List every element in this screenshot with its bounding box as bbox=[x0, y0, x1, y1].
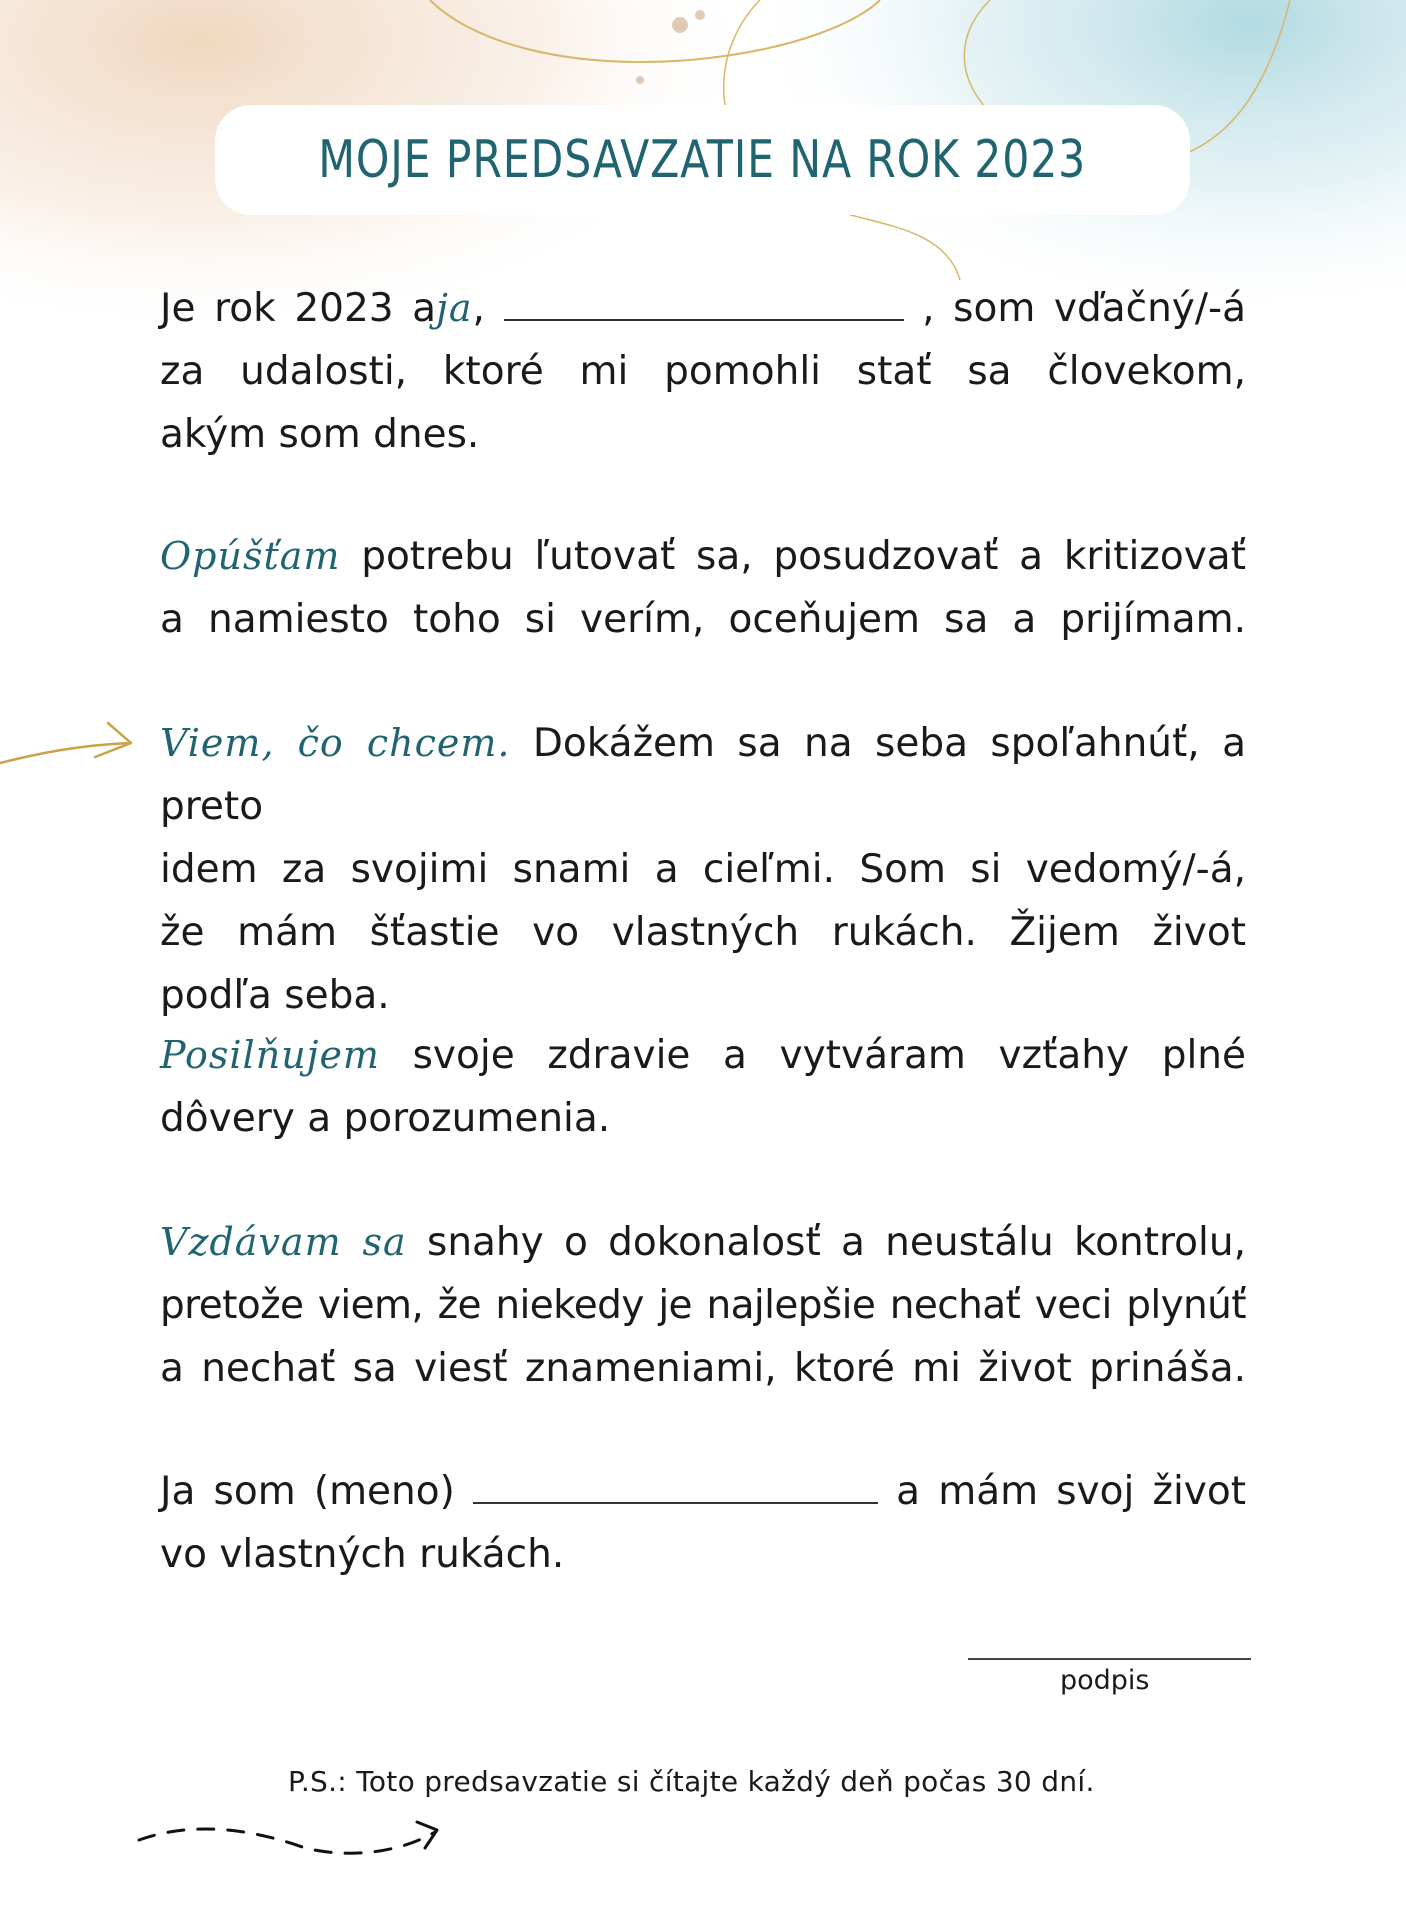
letting-go-line-1: potrebu ľutovať sa, posudzovať a kritizovať bbox=[361, 534, 1246, 579]
know-line-2: idem za svojimi snami a cieľmi. Som si vedomý/-á, bbox=[160, 847, 1246, 892]
signature-label: podpis bbox=[1060, 1665, 1150, 1696]
intro-line-2: za udalosti, ktoré mi pomohli stať sa človekom, bbox=[160, 349, 1246, 394]
dashed-arrow-icon bbox=[135, 1810, 455, 1865]
strengthen-line-2: dôvery a porozumenia. bbox=[160, 1096, 611, 1141]
paragraph-give-up bbox=[160, 1211, 1246, 1400]
script-phrase-vzdavam: Vzdávam sa bbox=[160, 1220, 407, 1264]
page-title: MOJE PREDSAVZATIE NA ROK 2023 bbox=[318, 130, 1087, 190]
script-word-posilnujem: Posilňujem bbox=[160, 1033, 380, 1077]
gold-arrow-icon bbox=[0, 715, 140, 795]
strengthen-line-1: svoje zdravie a vytváram vzťahy plné bbox=[412, 1033, 1246, 1078]
intro-comma: , bbox=[472, 286, 485, 331]
give-up-line-3: a nechať sa viesť znameniami, ktoré mi život prináša. bbox=[160, 1346, 1246, 1391]
name-text-start: Ja som (meno) bbox=[160, 1469, 455, 1514]
intro-text-end: , som vďačný/-á bbox=[922, 286, 1246, 331]
paragraph-letting-go bbox=[160, 525, 1246, 651]
name-line-2: vo vlastných rukách. bbox=[160, 1532, 565, 1577]
intro-text: Je rok 2023 a bbox=[160, 286, 437, 331]
title-box bbox=[215, 105, 1190, 215]
paragraph-intro bbox=[160, 277, 1246, 466]
paragraph-strengthen bbox=[160, 1024, 1246, 1150]
postscript-note: P.S.: Toto predsavzatie si čítajte každý deň počas 30 dní. bbox=[288, 1765, 1095, 1798]
name-blank-line[interactable] bbox=[504, 287, 904, 321]
signature-line[interactable] bbox=[968, 1658, 1251, 1660]
know-line-4: podľa seba. bbox=[160, 973, 390, 1018]
know-line-1: Dokážem sa na seba spoľahnúť, a preto bbox=[160, 721, 1246, 829]
script-phrase-viem: Viem, čo chcem. bbox=[160, 721, 511, 765]
intro-line-3: akým som dnes. bbox=[160, 412, 480, 457]
know-line-3: že mám šťastie vo vlastných rukách. Žijem život bbox=[160, 910, 1246, 955]
paragraph-know-what-i-want bbox=[160, 712, 1246, 1027]
name-text-end: a mám svoj život bbox=[896, 1469, 1247, 1514]
script-word-ja: ja bbox=[436, 286, 473, 330]
name-field-line[interactable] bbox=[473, 1470, 878, 1504]
paragraph-name bbox=[160, 1460, 1246, 1586]
letting-go-line-2: a namiesto toho si verím, oceňujem sa a prijímam. bbox=[160, 597, 1246, 642]
give-up-line-2: pretože viem, že niekedy je najlepšie nechať veci plynúť bbox=[160, 1283, 1246, 1328]
script-word-opustam: Opúšťam bbox=[160, 534, 341, 578]
give-up-line-1: snahy o dokonalosť a neustálu kontrolu, bbox=[427, 1220, 1246, 1265]
